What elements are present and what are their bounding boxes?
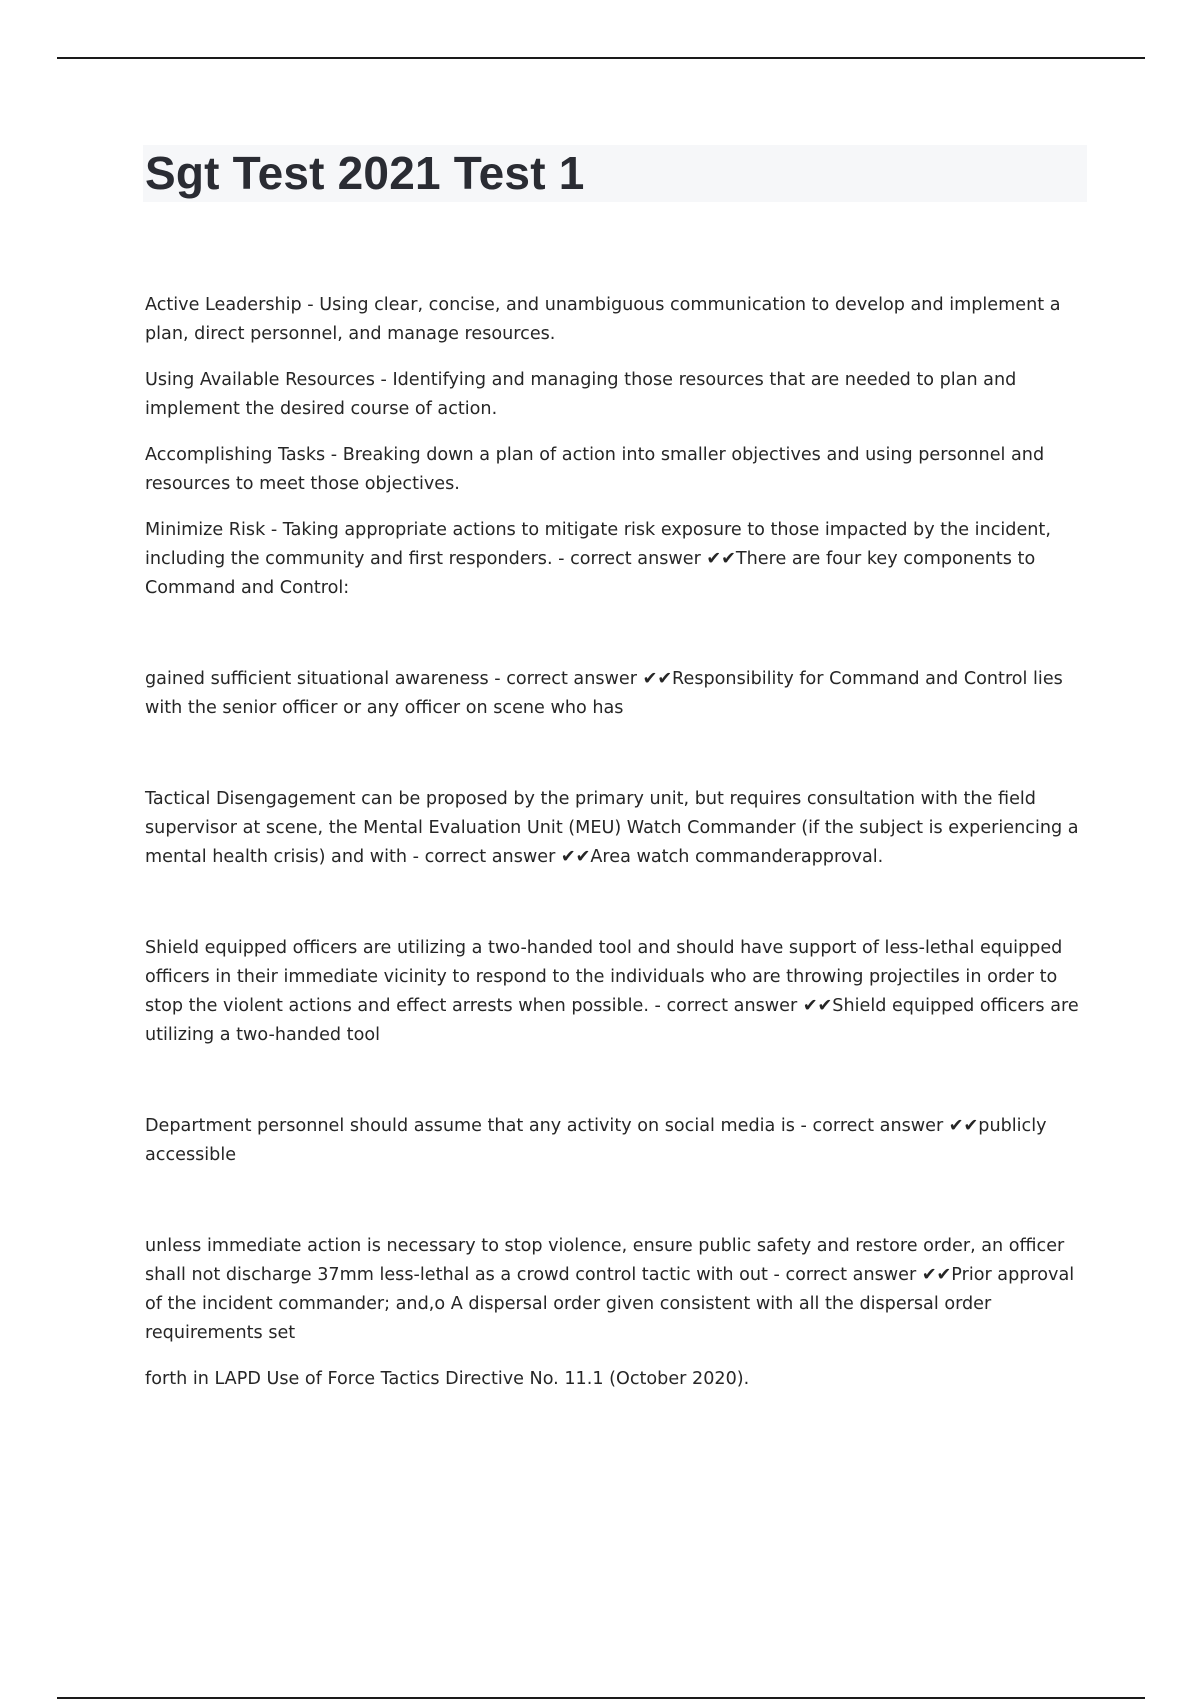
paragraph-accomplishing-tasks: Accomplishing Tasks - Breaking down a plan of action into smaller objectives and using personnel and resources to meet those objectives. [145, 445, 1045, 494]
paragraph-social-media: Department personnel should assume that any activity on social media is - correct answer ✔✔publicly accessible [145, 1116, 1047, 1165]
paragraph-37mm-less-lethal: unless immediate action is necessary to stop violence, ensure public safety and restore order, an officer shall not discharge 37mm less-lethal as a crowd control tactic with out - correct answer ✔✔Prior approval of the incident commander; and,o A dispersal order given consistent with all the dispersal order requirements set [145, 1236, 1075, 1343]
top-rule [57, 57, 1145, 59]
document-title: Sgt Test 2021 Test 1 [145, 147, 585, 199]
paragraph-tactical-disengagement: Tactical Disengagement can be proposed by the primary unit, but requires consultation with the field supervisor at scene, the Mental Evaluation Unit (MEU) Watch Commander (if the subject is experiencing a mental health crisis) and with - correct answer ✔✔Area watch commanderapproval. [145, 789, 1079, 867]
document-body [145, 291, 1090, 1394]
paragraph-active-leadership: Active Leadership - Using clear, concise, and unambiguous communication to develop and implement a plan, direct personnel, and manage resources. [145, 295, 1061, 344]
bottom-rule [57, 1697, 1145, 1699]
paragraph-situational-awareness: gained sufficient situational awareness - correct answer ✔✔Responsibility for Command and Control lies with the senior officer or any officer on scene who has [145, 669, 1063, 718]
title-banner [143, 145, 1087, 202]
paragraph-minimize-risk: Minimize Risk - Taking appropriate actions to mitigate risk exposure to those impacted by the incident, including the community and first responders. - correct answer ✔✔There are four key components to Command and Control: [145, 520, 1051, 598]
paragraph-shield-officers: Shield equipped officers are utilizing a two-handed tool and should have support of less-lethal equipped officers in their immediate vicinity to respond to the individuals who are throwing projectiles in order to stop the violent actions and effect arrests when possible. - correct answer ✔✔Shield equipped officers are utilizing a two-handed tool [145, 938, 1079, 1045]
paragraph-available-resources: Using Available Resources - Identifying and managing those resources that are needed to plan and implement the desired course of action. [145, 370, 1017, 419]
paragraph-directive-reference: forth in LAPD Use of Force Tactics Directive No. 11.1 (October 2020). [145, 1369, 750, 1389]
